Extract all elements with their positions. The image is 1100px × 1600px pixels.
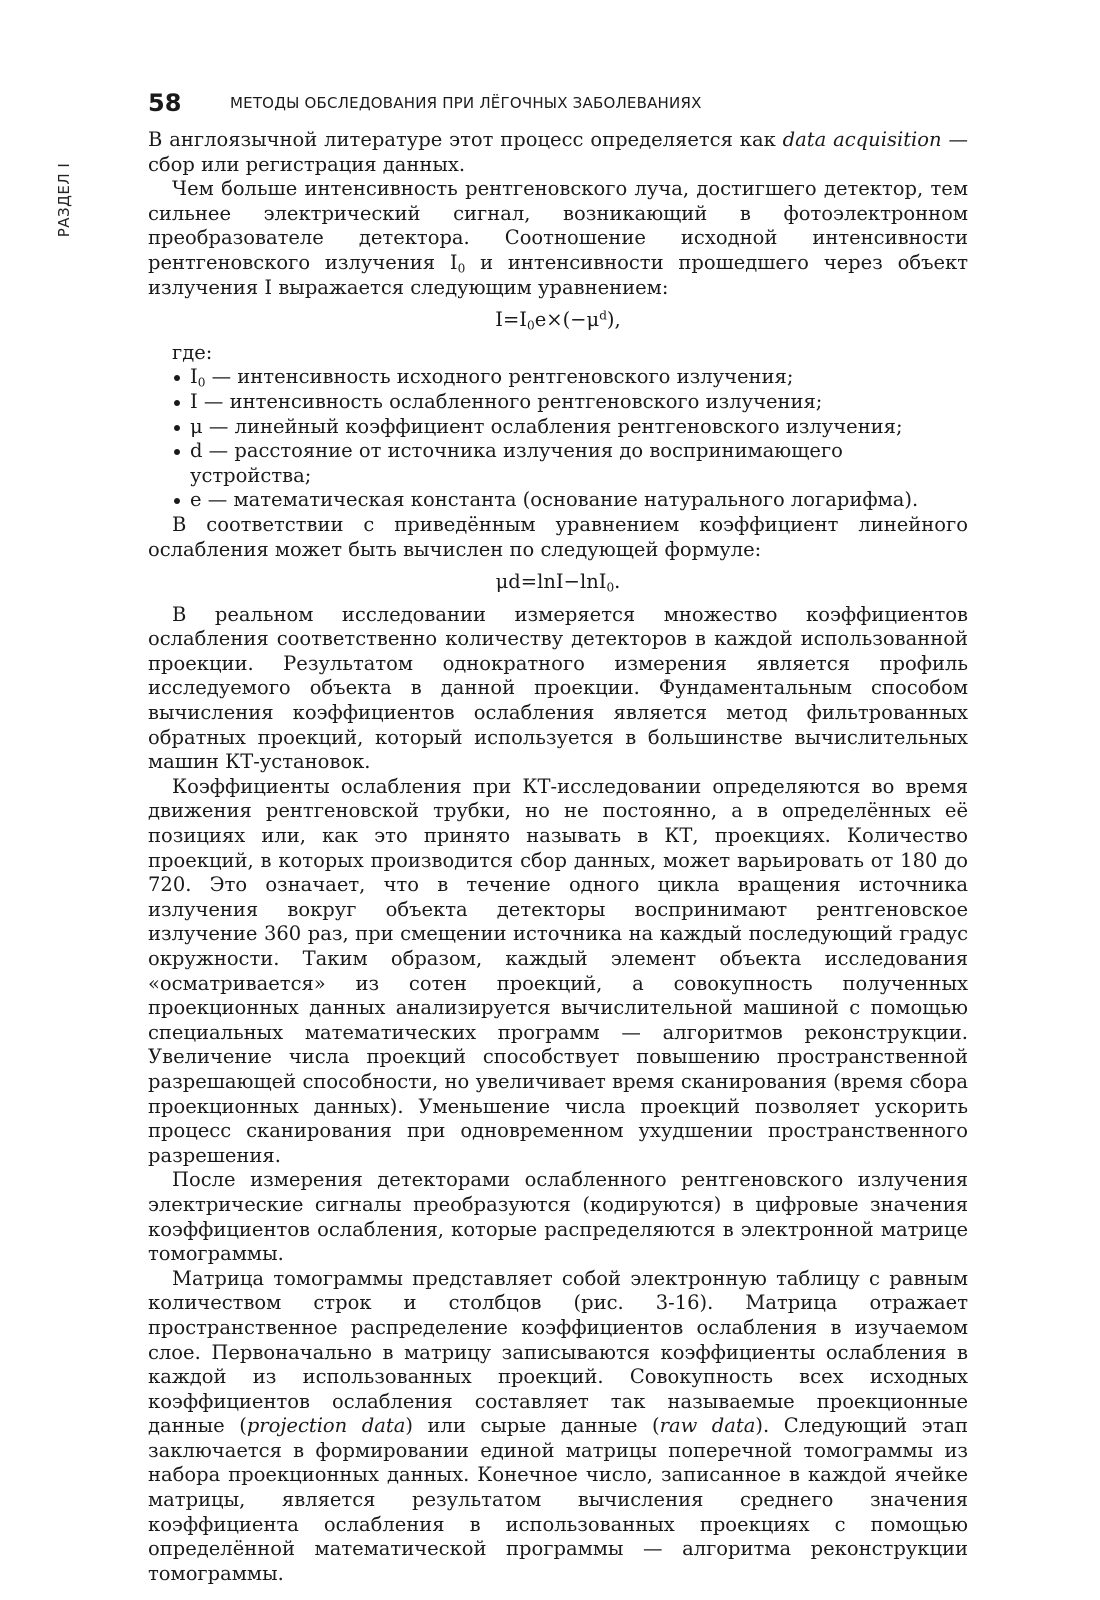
formula2-end: . bbox=[614, 570, 621, 594]
bullet-text: — математическая константа (основание натурального логарифма). bbox=[201, 488, 919, 512]
list-item bbox=[148, 415, 968, 440]
p7-term-projection: projection data bbox=[246, 1414, 406, 1438]
running-title: МЕТОДЫ ОБСЛЕДОВАНИЯ ПРИ ЛЁГОЧНЫХ ЗАБОЛЕВАНИЯХ bbox=[230, 94, 702, 112]
p2-text: Чем больше интенсивность рентгеновского луча, достигшего детектор, тем сильнее электрический сигнал, возникающий в фотоэлектронном преобразователе детектора. Соотношение исходной интенсивности рентгеновского излучения I bbox=[148, 177, 968, 274]
list-item bbox=[148, 488, 968, 513]
formula2-main: μd=lnI−lnI bbox=[495, 570, 607, 594]
p7-text-a: Матрица томограммы представляет собой электронную таблицу с равным количеством строк и столбцов (рис. 3-16). Матрица отражает пространственное распределение коэффициентов ослабления в изучаемом слое. Первоначально в матрицу записываются коэффициенты ослабления в каждой из использованных проекций. Совокупность всех исходных коэффициентов ослабления составляет так называемые проекционные данные ( bbox=[148, 1266, 968, 1438]
section-side-label: РАЗДЕЛ I bbox=[55, 162, 73, 238]
list-item bbox=[148, 365, 968, 390]
list-item bbox=[148, 439, 968, 488]
p2-subscript: 0 bbox=[457, 261, 466, 276]
page-number: 58 bbox=[148, 89, 182, 117]
bullet-symbol: e bbox=[190, 488, 202, 512]
formula-attenuation bbox=[148, 570, 968, 595]
list-item bbox=[148, 390, 968, 415]
bullet-symbol: μ bbox=[190, 414, 203, 438]
formula1-right: ), bbox=[606, 308, 621, 332]
paragraph-2 bbox=[148, 177, 968, 300]
bullet-text: — интенсивность исходного рентгеновского излучения; bbox=[205, 365, 794, 389]
body-text bbox=[148, 128, 968, 1586]
bullet-subscript: 0 bbox=[197, 375, 206, 390]
p1-text-b: — сбор или регистрация данных. bbox=[148, 128, 968, 176]
bullet-text: — расстояние от источника излучения до воспринимающего устройства; bbox=[190, 439, 843, 487]
p7-term-raw: raw data bbox=[659, 1414, 756, 1438]
bullet-symbol: I bbox=[190, 389, 198, 413]
p7-text-c: ). Следующий этап заключается в формировании единой матрицы поперечной томограммы из набора проекционных данных. Конечное число, записанное в каждой ячейке матрицы, является результатом вычисления среднего значения коэффициента ослабления в использованных проекциях с помощью определённой математической программы — алгоритма реконструкции томограммы. bbox=[148, 1414, 968, 1585]
page-header bbox=[148, 88, 968, 118]
paragraph-1 bbox=[148, 128, 968, 177]
formula-intensity bbox=[148, 308, 968, 333]
formula1-mid: e×(−μ bbox=[534, 308, 600, 332]
p2-text-end: и интенсивности прошедшего через объект излучения I выражается следующим уравнением: bbox=[148, 250, 968, 299]
paragraph-4: В реальном исследовании измеряется множество коэффициентов ослабления соответственно количеству детекторов в каждой использованной проекции. Результатом однократного измерения является профиль исследуемого объекта в данной проекции. Фундаментальным способом вычисления коэффициентов ослабления является метод фильтрованных обратных проекций, который используется в большинстве вычислительных машин КТ-установок. bbox=[148, 602, 968, 774]
bullet-symbol: I bbox=[190, 365, 198, 389]
bullet-symbol: d bbox=[190, 439, 203, 463]
variable-list bbox=[148, 365, 968, 513]
p1-text-a: В англоязычной литературе этот процесс определяется как bbox=[148, 128, 783, 151]
p1-term: data acquisition bbox=[782, 128, 942, 151]
where-label: где: bbox=[172, 340, 213, 364]
formula2-sub: 0 bbox=[606, 580, 615, 595]
formula1-left: I=I bbox=[495, 308, 527, 332]
paragraph-7 bbox=[148, 1267, 968, 1587]
paragraph-6: После измерения детекторами ослабленного рентгеновского излучения электрические сигналы преобразуются (кодируются) в цифровые значения коэффициентов ослабления, которые распределяются в электронной матрице томограммы. bbox=[148, 1168, 968, 1266]
paragraph-3: В соответствии с приведённым уравнением коэффициент линейного ослабления может быть вычислен по следующей формуле: bbox=[148, 512, 968, 561]
formula1-sup: d bbox=[599, 308, 607, 323]
paragraph-5: Коэффициенты ослабления при КТ-исследовании определяются во время движения рентгеновской трубки, но не постоянно, а в определённых её позициях или, как это принято называть в КТ, проекциях. Количество проекций, в которых производится сбор данных, может варьировать от 180 до 720. Это означает, что в течение одного цикла вращения источника излучения вокруг объекта детекторы воспринимают рентгеновское излучение 360 раз, при смещении источника на каждый последующий градус окружности. Таким образом, каждый элемент объекта исследования «осматривается» из сотен проекций, а совокупность полученных проекционных данных анализируется вычислительной машиной с помощью специальных математических программ — алгоритмов реконструкции. Увеличение числа проекций способствует повышению пространственной разрешающей способности, но увеличивает время сканирования (время сбора проекционных данных). Уменьшение числа проекций позволяет ускорить процесс сканирования при одновременном ухудшении пространственного разрешения. bbox=[148, 774, 968, 1167]
formula1-sub: 0 bbox=[527, 318, 535, 333]
bullet-text: — линейный коэффициент ослабления рентгеновского излучения; bbox=[202, 414, 903, 438]
bullet-text: — интенсивность ослабленного рентгеновского излучения; bbox=[197, 389, 823, 413]
p7-text-b: ) или сырые данные ( bbox=[405, 1414, 660, 1438]
